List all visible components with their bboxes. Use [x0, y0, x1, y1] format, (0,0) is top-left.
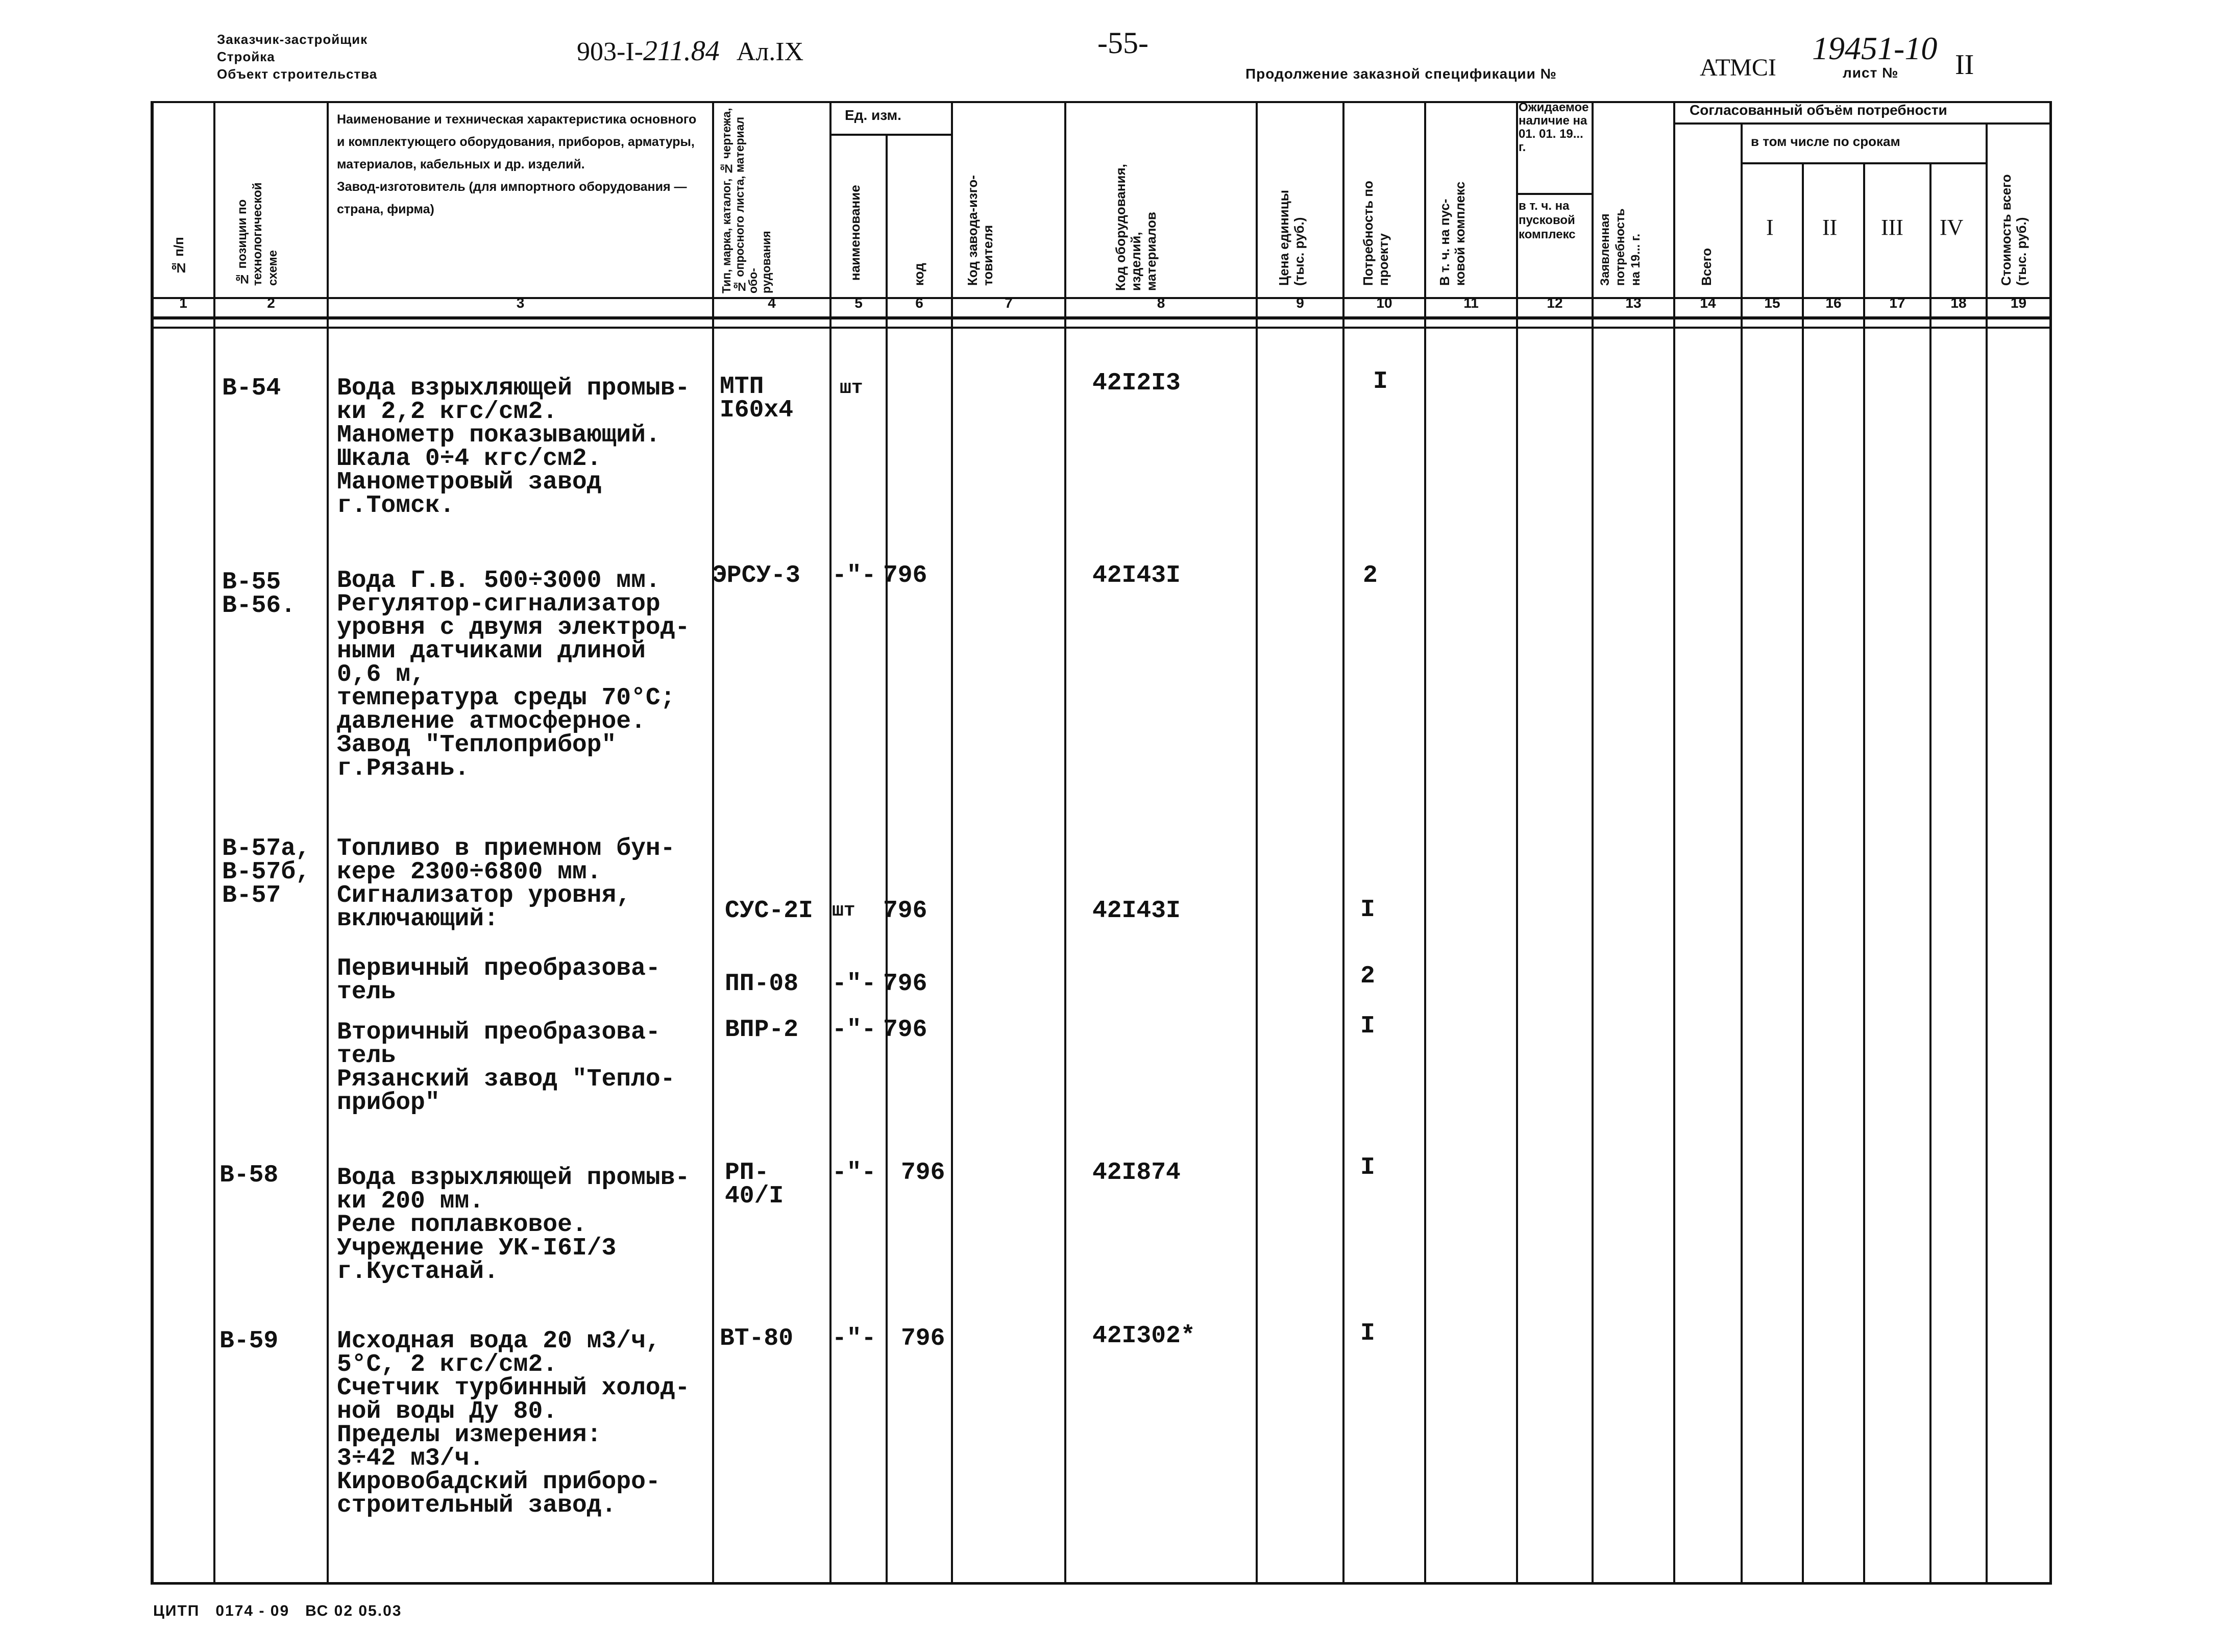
col-number: 14: [1700, 295, 1716, 311]
type-cell: МТП I60x4: [720, 373, 794, 424]
col-header-13: Заявленная потребность на 19... г.: [1598, 208, 1643, 286]
need-cell: I: [1360, 1320, 1375, 1347]
col-header-2: № позиции по технологической схеме: [235, 182, 280, 286]
position-cell: B-59: [219, 1327, 279, 1355]
equip-code-cell: 42I302*: [1092, 1322, 1195, 1350]
construction-line: Стройка: [217, 49, 275, 64]
col-border: [1256, 101, 1258, 1585]
equip-code-cell: 42I43I: [1092, 897, 1181, 925]
sheet-number: II: [1955, 49, 1974, 81]
col-header-19: Стоимость всего (тыс. руб.): [1998, 174, 2029, 286]
unit-cell: -"-: [832, 1159, 876, 1187]
position-cell: B-54: [222, 375, 281, 402]
unit-code-cell: 796: [883, 1016, 927, 1044]
col-number: 9: [1296, 295, 1304, 311]
col-border: [886, 134, 888, 1585]
need-cell: I: [1360, 1013, 1375, 1040]
col-header-17: III: [1881, 215, 1903, 240]
col-border: [1516, 101, 1518, 1585]
project-code-handwritten: 211.84: [643, 35, 720, 67]
col-header-12-bottom: в т. ч. на пусковой комплекс: [1519, 199, 1576, 241]
equip-code-cell: 42I43I: [1092, 562, 1181, 589]
description-cell: Вода Г.В. 500÷3000 мм. Регулятор-сигнализатор уровня с двумя электрод- ными датчиками длиной 0,6 м, температура среды 70°С; давление атмосферное. Завод "Теплоприбор" г.Рязань.: [337, 567, 690, 782]
col-header-18: IV: [1940, 215, 1964, 240]
unit-cell: шт: [832, 900, 855, 922]
col-header-14: Всего: [1699, 248, 1714, 286]
equip-code-cell: 42I2I3: [1092, 369, 1181, 397]
description-cell: Топливо в приемном бун- кере 2300÷6800 мм. Сигнализатор уровня, включающий:: [337, 835, 675, 933]
need-cell: I: [1360, 1154, 1375, 1181]
unit-cell: -"-: [832, 562, 876, 589]
col-number: 16: [1825, 295, 1842, 311]
unit-code-cell: 796: [883, 562, 927, 589]
col-number: 12: [1547, 295, 1563, 311]
col-number: 13: [1625, 295, 1642, 311]
equip-code-cell: 42I874: [1092, 1159, 1181, 1187]
need-cell: I: [1373, 368, 1388, 396]
type-cell: ЭРСУ-3: [712, 562, 800, 589]
col-number: 17: [1889, 295, 1905, 311]
col-border: [951, 101, 953, 1585]
footer-stamp: ЦИТП 0174 - 09 ВС 02 05.03: [153, 1602, 402, 1619]
description-cell: Исходная вода 20 м3/ч, 5°С, 2 кгс/см2. Счетчик турбинный холод- ной воды Ду 80. Пределы измерения: 3÷42 м3/ч. Кировобадский приборо- строительный завод.: [337, 1327, 690, 1519]
type-cell: ВПР-2: [725, 1016, 799, 1044]
col12-split-line: [1516, 193, 1592, 195]
col-border: [1424, 101, 1426, 1585]
col-border: [1802, 162, 1804, 1585]
col-border: [2049, 101, 2052, 1585]
table-bottom-border: [151, 1582, 2049, 1585]
description-cell: Первичный преобразова- тель: [337, 955, 661, 1006]
type-cell: ВТ-80: [720, 1325, 794, 1352]
unit-cell: -"-: [832, 1016, 876, 1044]
need-cell: 2: [1363, 562, 1378, 589]
col-header-15: I: [1766, 215, 1774, 240]
col-border: [151, 101, 154, 1585]
col-header-1: № п/п: [171, 237, 186, 276]
col-number: 6: [915, 295, 923, 311]
need-cell: 2: [1360, 963, 1375, 990]
col-header-8: Код оборудования, изделий, материалов: [1113, 164, 1159, 291]
col-border: [1986, 122, 1988, 1585]
col-header-4: Тип, марка, каталог, № чертежа, № опросного листа, материал обо- рудования: [720, 108, 773, 293]
unit-code-cell: 796: [901, 1159, 945, 1187]
col-border: [213, 101, 215, 1585]
number-row-border: [151, 316, 2049, 319]
col-header-16: II: [1822, 215, 1838, 240]
continuation-label: Продолжение заказной спецификации №: [1245, 66, 1557, 82]
units-group-header: Ед. изм.: [845, 107, 901, 123]
col-header-5: наименование: [847, 185, 863, 281]
col-header-3: Наименование и техническая характеристика основного и комплектующего оборудования, приборов, арматуры, материалов, кабельных и др. изделий. Завод-изготовитель (для импортного оборудования — страна, фирма): [337, 112, 697, 216]
col-number: 2: [267, 295, 275, 311]
col-header-10: Потребность по проекту: [1360, 181, 1391, 286]
col-number: 19: [2010, 295, 2027, 311]
col-number: 5: [854, 295, 863, 311]
units-group-line: [829, 134, 951, 136]
col-number: 10: [1376, 295, 1392, 311]
customer-line: Заказчик-застройщик: [217, 32, 368, 47]
customer-block: [217, 31, 377, 83]
col-border: [1863, 162, 1865, 1585]
col-header-11: В т. ч. на пус- ковой комплекс: [1437, 181, 1468, 286]
agreed-group-line: [1673, 122, 2049, 125]
need-cell: I: [1360, 896, 1375, 924]
body-top-border: [151, 327, 2049, 329]
col-border: [1064, 101, 1066, 1585]
type-cell: СУС-2I: [725, 897, 813, 925]
col-border: [1741, 122, 1743, 1585]
unit-code-cell: 796: [883, 897, 927, 925]
object-line: Объект строительства: [217, 66, 378, 82]
col-border: [1673, 101, 1675, 1585]
col-border: [1342, 101, 1344, 1585]
project-code: [577, 35, 803, 67]
col-border: [829, 101, 832, 1585]
col-border: [1592, 101, 1594, 1585]
col-border: [712, 101, 714, 1585]
album-label: Ал.IX: [736, 37, 804, 66]
sheet-label: лист №: [1843, 65, 1899, 81]
unit-cell: -"-: [832, 1325, 876, 1352]
col-header-6: код: [911, 263, 926, 286]
col-number: 7: [1005, 295, 1013, 311]
unit-cell: -"-: [832, 970, 876, 998]
type-cell: РП- 40/I: [725, 1159, 784, 1210]
type-cell: ПП-08: [725, 970, 799, 998]
col-header-7: Код завода-изго- товителя: [965, 175, 995, 286]
spec-number-handwritten: 19451-10: [1812, 30, 1938, 66]
col-number: 15: [1764, 295, 1780, 311]
position-cell: B-58: [219, 1162, 279, 1189]
col-number: 4: [768, 295, 776, 311]
project-code-printed: 903-I-: [577, 37, 643, 66]
col-header-9: Цена единицы (тыс. руб.): [1276, 190, 1307, 286]
agreed-group-header: Согласованный объём потребности: [1690, 102, 1947, 118]
unit-code-cell: 796: [883, 970, 927, 998]
period-group-header: в том числе по срокам: [1751, 134, 1900, 149]
col-number: 8: [1157, 295, 1165, 311]
description-cell: Вода взрыхляющей промыв- ки 200 мм. Реле поплавковое. Учреждение УК-I6I/3 г.Кустанай.: [337, 1164, 690, 1286]
col-number: 1: [179, 295, 187, 311]
col-header-12-top: Ожидаемое наличие на 01. 01. 19... г.: [1519, 101, 1589, 154]
page-number: -55-: [1097, 26, 1148, 60]
col-number: 3: [516, 295, 525, 311]
position-cell: B-57а, B-57б, B-57: [222, 835, 310, 909]
description-cell: Вторичный преобразова- тель Рязанский завод "Тепло- прибор": [337, 1019, 675, 1117]
col-border: [1929, 162, 1931, 1585]
col-number: 11: [1463, 295, 1479, 311]
col-number: 18: [1950, 295, 1967, 311]
position-cell: B-55 B-56.: [222, 569, 296, 620]
col-border: [327, 101, 329, 1585]
unit-code-cell: 796: [901, 1325, 945, 1352]
description-cell: Вода взрыхляющей промыв- ки 2,2 кгс/см2. Манометр показывающий. Шкала 0÷4 кгс/см2. Манометровый завод г.Томск.: [337, 375, 690, 520]
unit-cell: шт: [840, 377, 863, 399]
spec-code: АТМСI: [1700, 54, 1776, 81]
